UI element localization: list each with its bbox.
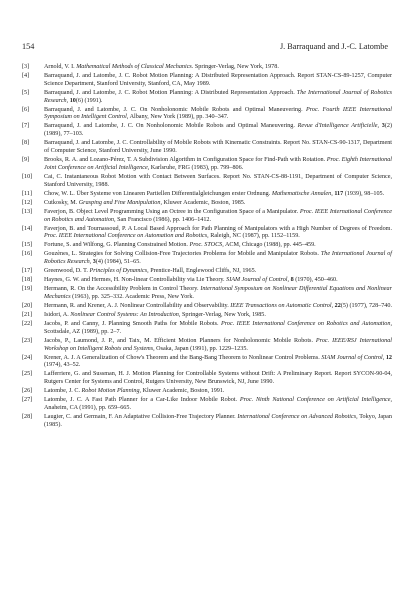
- reference-part: Hermann, R. and Krener, A. J. Nonlinear Controllability and Observability.: [44, 303, 231, 310]
- reference-part: Springer-Verlag, New York, 1978.: [193, 64, 279, 70]
- reference-number: [20]: [22, 303, 33, 310]
- reference-part: (5) (1977), 728–740.: [340, 303, 392, 310]
- reference-part: Laugier, C. and Germain, F. An Adaptative Collision-Free Trajectory Planner.: [44, 414, 238, 421]
- reference-part: Cai, C. Instantaneous Robot Motion with Contact Between Surfaces. Report No. STAN-CS-88-1191, Department of Computer Science, Stanford University, 1988.: [44, 173, 392, 188]
- reference-text: [44, 191, 392, 199]
- reference-part: Krener, A. J. A Generalization of Chow's Theorem and the Bang-Bang Theorem to Nonlinear Control Problems.: [44, 354, 322, 361]
- reference-text: [44, 209, 392, 225]
- reference-text: [44, 286, 392, 302]
- reference-part: Gouzènes, L. Strategies for Solving Collision-Free Trajectories Problems for Mobile and Manipulator Robots.: [44, 251, 321, 258]
- reference-italic-part: Principles of Dynamics,: [89, 268, 149, 275]
- reference-text: [44, 397, 392, 413]
- reference-text: [44, 321, 392, 337]
- reference-number: [23]: [22, 337, 33, 344]
- reference-italic-part: International Symposium on Nonlinear Differential Equations and Nonlinear Mechanics: [44, 286, 392, 301]
- reference-text: [44, 338, 392, 354]
- reference-number: [28]: [22, 414, 33, 421]
- reference-part: Jacobs, P. and Canny, J. Planning Smooth Paths for Mobile Robots.: [44, 320, 221, 327]
- reference-italic-part: Proc. Eighth International Joint Conference on Artificial Intelligence,: [44, 157, 392, 171]
- reference-item: [22, 371, 392, 387]
- reference-part: San Francisco (1986), pp. 1406–1412.: [115, 216, 212, 223]
- reference-part: Hermann, R. On the Accessibility Problem in Control Theory.: [44, 286, 201, 293]
- reference-part: (1939), 98–105.: [343, 190, 385, 197]
- reference-part: Arnold, V. I.: [44, 64, 77, 70]
- reference-volume: 12: [385, 354, 392, 361]
- reference-part: Cutkosky, M.: [44, 199, 79, 206]
- reference-text: [44, 107, 392, 123]
- page-number: 154: [22, 42, 35, 51]
- reference-part: Isidori, A.: [44, 312, 71, 318]
- reference-number: [10]: [22, 173, 33, 180]
- reference-item: [22, 303, 392, 311]
- reference-item: [22, 414, 392, 430]
- reference-number: [14]: [22, 225, 33, 232]
- reference-part: Lafferriere, G. and Sussman, H. J. Motion Planning for Controllable Systems without Drift: A Preliminary Report. Report SYCON-90-04, Rutgers Center for Systems and Control, Rutgers University, New Brunswick, NJ, June 1990.: [44, 371, 392, 386]
- reference-italic-part: Proc. Fourth IEEE International Symposium on Intelligent Control,: [44, 106, 392, 121]
- reference-part: ACM, Chicago (1988), pp. 445–459.: [223, 242, 316, 249]
- reference-part: (4) (1984), 51–65.: [95, 259, 141, 266]
- reference-item: [22, 107, 392, 123]
- reference-italic-part: Grasping and Fine Manipulation,: [78, 199, 162, 206]
- reference-part: Kluwer Academic, Boston, 1985.: [162, 199, 246, 206]
- reference-italic-part: SIAM Journal of Control,: [321, 354, 385, 361]
- reference-text: [44, 312, 392, 320]
- reference-text: [44, 303, 392, 311]
- reference-text: [44, 64, 392, 72]
- reference-text: [44, 73, 392, 89]
- reference-italic-part: SIAM Journal of Control,: [226, 277, 290, 284]
- reference-part: Latombe, J. C.: [44, 388, 82, 395]
- reference-text: [44, 388, 392, 396]
- reference-item: [22, 251, 392, 267]
- reference-italic-part: International Conference on Advanced Robotics,: [237, 414, 358, 421]
- reference-item: [22, 388, 392, 396]
- reference-number: [26]: [22, 388, 33, 395]
- reference-number: [18]: [22, 277, 33, 284]
- reference-number: [21]: [22, 312, 33, 318]
- reference-item: [22, 355, 392, 371]
- reference-number: [12]: [22, 199, 33, 206]
- reference-item: [22, 157, 392, 173]
- reference-number: [6]: [22, 106, 30, 113]
- reference-part: Osaka, Japan (1991), pp. 1229–1235.: [154, 345, 248, 352]
- reference-italic-part: Mathematical Methods of Classical Mechanics.: [76, 64, 194, 70]
- reference-part: Brooks, R. A. and Lozano-Pérez, T. A Subdivision Algorithm in Configuration Space for Find-Path with Rotation.: [44, 157, 327, 164]
- reference-part: (1963), pp. 325–332. Academic Press, New York.: [70, 294, 194, 301]
- reference-item: [22, 209, 392, 225]
- reference-number: [16]: [22, 251, 33, 258]
- reference-part: Haynes, G. W. and Hermes, H. Non-linear Controllability via Lie Theory.: [44, 277, 227, 284]
- reference-number: [25]: [22, 371, 33, 378]
- reference-part: (1970), 450–460.: [293, 277, 338, 284]
- reference-item: [22, 123, 392, 139]
- reference-item: [22, 226, 392, 242]
- reference-volume: 22: [334, 303, 341, 310]
- reference-text: [44, 371, 392, 387]
- reference-part: (1974), 43–52.: [44, 362, 81, 369]
- reference-part: Albany, New York (1989), pp. 340–347.: [128, 114, 229, 121]
- reference-text: [44, 251, 392, 267]
- reference-text: [44, 200, 392, 208]
- reference-part: Barraquand, J. and Latombe, J. C. Controllability of Mobile Robots with Kinematic Constraints. Report No. STAN-CS-90-1317, Department of Computer Science, Stanford University, June 1990.: [44, 140, 392, 155]
- reference-item: [22, 397, 392, 413]
- reference-volume: 10: [69, 97, 76, 104]
- reference-part: Jacobs, P., Laumond, J. P., and Taix, M. Efficient Motion Planners for Nonholonomic Mobile Robots.: [44, 337, 316, 344]
- reference-text: [44, 414, 392, 430]
- reference-part: (6) (1991).: [75, 97, 103, 104]
- reference-item: [22, 321, 392, 337]
- reference-part: Barraquand, J. and Latombe, J. C. Robot Motion Planning: A Distributed Representation Approach. Report STAN-CS-89-1257, Computer Science Department, Stanford University, Stanford, CA, May 1989.: [44, 72, 392, 87]
- page-header: [22, 42, 388, 54]
- reference-number: [4]: [22, 72, 30, 79]
- reference-part: Barraquand, J. and Latombe, J. C. On Nonholonomic Mobile Robots and Optimal Maneuvering.: [44, 123, 298, 130]
- reference-list: [22, 64, 392, 431]
- reference-number: [19]: [22, 286, 33, 293]
- reference-part: Faverjon, B. Object Level Programming Using an Octree in the Configuration Space of a Manipulator.: [44, 208, 300, 215]
- reference-item: [22, 268, 392, 276]
- reference-volume: 3: [92, 259, 96, 266]
- reference-italic-part: The International Journal of Robotics Research,: [44, 251, 392, 266]
- reference-number: [15]: [22, 242, 33, 249]
- reference-text: [44, 174, 392, 190]
- reference-italic-part: Proc. IEEE/RSJ International Workshop on Intelligent Robots and Systems,: [44, 337, 392, 352]
- reference-part: Anaheim, CA (1991), pp. 659–665.: [44, 405, 131, 412]
- reference-volume: 3: [381, 123, 385, 130]
- reference-part: (2) (1989), 77–103.: [44, 123, 392, 138]
- reference-italic-part: Revue d'Intelligence Artificielle,: [297, 123, 380, 130]
- reference-number: [8]: [22, 140, 30, 147]
- reference-number: [13]: [22, 208, 33, 215]
- reference-item: [22, 174, 392, 190]
- reference-italic-part: Proc. IEEE International Conference on Robotics and Automation,: [221, 320, 392, 327]
- reference-italic-part: Proc. IEEE International Conference on Automation and Robotics,: [44, 233, 209, 240]
- reference-part: Springer-Verlag, New York, 1985.: [180, 312, 266, 318]
- reference-item: [22, 338, 392, 354]
- reference-text: [44, 123, 392, 139]
- reference-item: [22, 73, 392, 89]
- reference-text: [44, 157, 392, 173]
- reference-item: [22, 242, 392, 250]
- reference-item: [22, 312, 392, 320]
- reference-part: Raleigh, NC (1987), pp. 1152–1159.: [208, 233, 300, 240]
- reference-italic-part: IEEE Transactions on Automatic Control,: [230, 303, 334, 310]
- reference-item: [22, 90, 392, 106]
- reference-part: Chow, W. L. Über Systeme von Linearen Partiellen Differentialgleichungen erster Ordnung.: [44, 190, 272, 197]
- reference-part: Faverjon, B. and Tournassoud, P. A Local Based Approach for Path Planning of Manipulators with a High Number of Degrees of Freedom.: [44, 225, 392, 232]
- reference-number: [22]: [22, 320, 33, 327]
- reference-number: [11]: [22, 190, 33, 197]
- reference-number: [9]: [22, 157, 30, 164]
- reference-part: Fortune, S. and Wilfong, G. Planning Constrained Motion.: [44, 242, 190, 249]
- reference-number: [27]: [22, 397, 33, 404]
- reference-part: Tokyo, Japan (1985).: [44, 414, 392, 428]
- reference-number: [3]: [22, 64, 30, 70]
- reference-text: [44, 90, 392, 106]
- reference-part: Prentice-Hall, Englewood Cliffs, NJ, 1965.: [148, 268, 257, 275]
- reference-number: [17]: [22, 268, 33, 275]
- reference-item: [22, 200, 392, 208]
- reference-part: Scottsdale, AZ (1989), pp. 2–7.: [44, 328, 122, 335]
- reference-part: Latombe, J. C. A Fast Path Planner for a Car-Like Indoor Mobile Robot.: [44, 397, 240, 404]
- reference-italic-part: Nonlinear Control Systems: An Introduction,: [70, 312, 181, 318]
- reference-italic-part: Proc. IEEE International Conference on Robotics and Automation,: [44, 208, 392, 223]
- reference-item: [22, 64, 392, 72]
- reference-part: Kluwer Academic, Boston, 1991.: [141, 388, 225, 395]
- reference-item: [22, 277, 392, 285]
- reference-item: [22, 140, 392, 156]
- reference-item: [22, 191, 392, 199]
- reference-volume: 117: [334, 190, 344, 197]
- reference-text: [44, 355, 392, 371]
- reference-text: [44, 268, 392, 276]
- reference-number: [5]: [22, 89, 30, 96]
- reference-text: [44, 226, 392, 242]
- reference-number: [24]: [22, 354, 33, 361]
- reference-italic-part: Proc. STOCS,: [189, 242, 224, 249]
- reference-italic-part: Proc. Ninth National Conference on Artificial Intelligence,: [239, 397, 392, 404]
- reference-part: Greenwood, D. T.: [44, 268, 90, 275]
- reference-italic-part: The International Journal of Robotics Research,: [44, 89, 392, 104]
- reference-part: Barraquand, J. and Latombe, J. C. On Nonholonomic Mobile Robots and Optimal Maneuvering.: [44, 106, 306, 113]
- reference-part: Barraquand, J. and Latombe, J. C. Robot Motion Planning: A Distributed Representation Approach.: [44, 89, 297, 96]
- reference-text: [44, 242, 392, 250]
- reference-volume: 8: [290, 277, 294, 284]
- reference-italic-part: Robot Motion Planning,: [81, 388, 142, 395]
- reference-text: [44, 140, 392, 156]
- reference-number: [7]: [22, 123, 30, 130]
- running-head: J. Barraquand and J.-C. Latombe: [279, 42, 388, 51]
- reference-italic-part: Mathematische Annalen,: [271, 190, 333, 197]
- reference-text: [44, 277, 392, 285]
- reference-part: Karlsruhe, FRG (1983), pp. 799–806.: [149, 164, 244, 171]
- reference-item: [22, 286, 392, 302]
